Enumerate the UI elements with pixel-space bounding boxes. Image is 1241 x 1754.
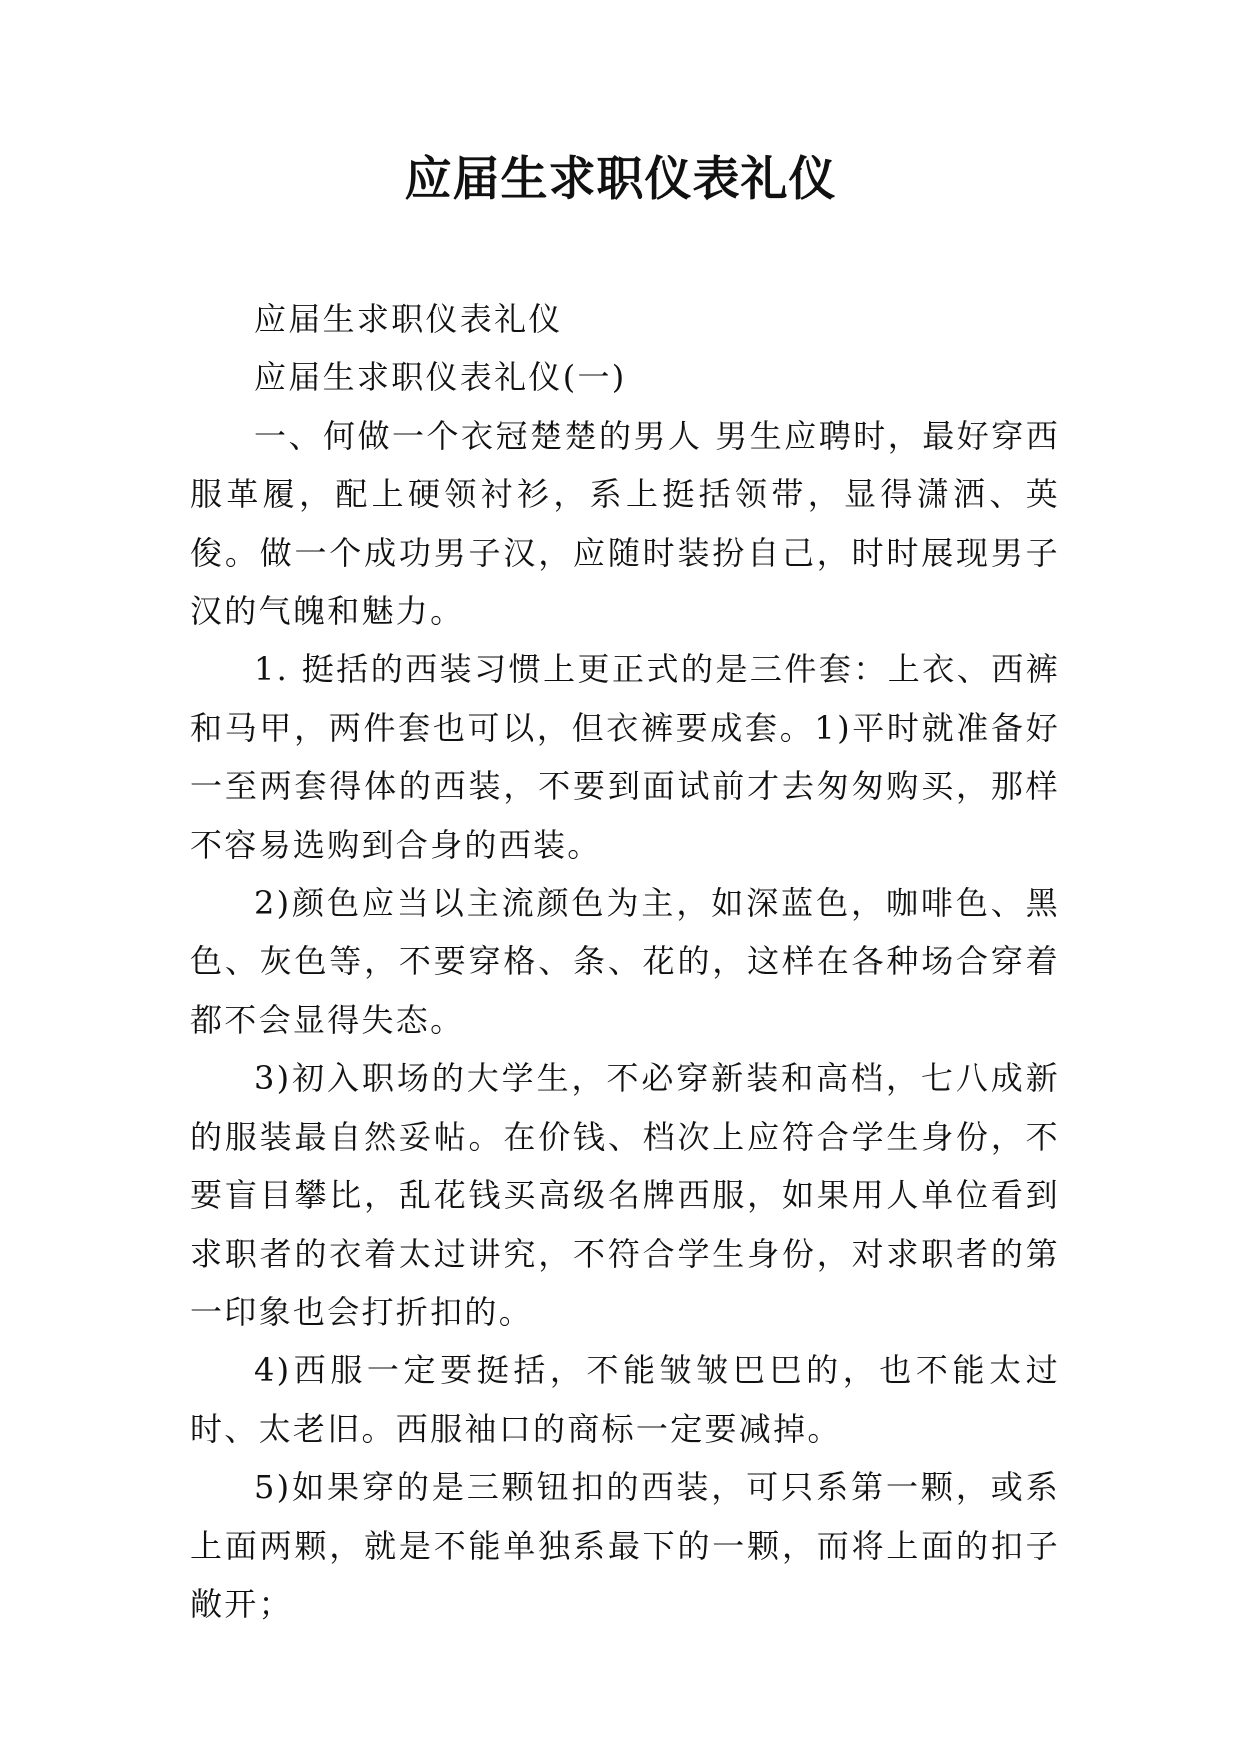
paragraph-item-5: 5)如果穿的是三颗钮扣的西装，可只系第一颗，或系上面两颗，就是不能单独系最下的一颗，而将上面的扣子敞开； — [190, 1468, 1060, 1623]
paragraph-item-3: 3)初入职场的大学生，不必穿新装和高档，七八成新的服装最自然妥帖。在价钱、档次上应符合学生身份，不要盲目攀比，乱花钱买高级名牌西服，如果用人单位看到求职者的衣着太过讲究，不符合学生身份，对求职者的第一印象也会打折扣的。 — [190, 1059, 1060, 1331]
document-body — [190, 290, 1060, 1633]
paragraph-item-4: 4)西服一定要挺括，不能皱皱巴巴的，也不能太过时、太老旧。西服袖口的商标一定要减掉。 — [190, 1351, 1060, 1448]
paragraph-heading-1: 应届生求职仪表礼仪 — [254, 300, 563, 338]
paragraph-intro: 一、何做一个衣冠楚楚的男人 男生应聘时，最好穿西服革履，配上硬领衬衫，系上挺括领带，显得潇洒、英俊。做一个成功男子汉，应随时装扮自己，时时展现男子汉的气魄和魅力。 — [190, 416, 1060, 631]
paragraph-item-1: 1. 挺括的西装习惯上更正式的是三件套：上衣、西裤和马甲，两件套也可以，但衣裤要成套。1)平时就准备好一至两套得体的西装，不要到面试前才去匆匆购买，那样不容易选购到合身的西装。 — [190, 650, 1060, 864]
document-title: 应届生求职仪表礼仪 — [404, 152, 837, 207]
paragraph-item-2: 2)颜色应当以主流颜色为主，如深蓝色，咖啡色、黑色、灰色等，不要穿格、条、花的，这样在各种场合穿着都不会显得失态。 — [190, 884, 1060, 1039]
paragraph-heading-2: 应届生求职仪表礼仪(一) — [254, 358, 627, 397]
